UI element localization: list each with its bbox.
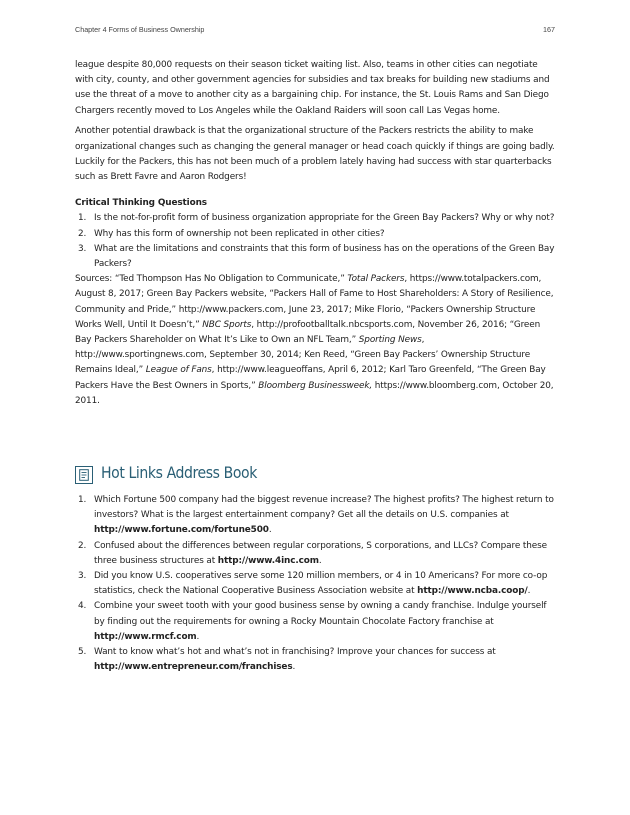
hot-link-item [75,539,555,569]
sources-text: , http://profootballtalk.nbcsports.com, November 26, 2016; “Green Bay Packers Shareholder on What It’s Like to Own an NFL Team,” [75,319,541,346]
critical-thinking-heading: Critical Thinking Questions [75,198,207,209]
body-text [75,58,555,415]
hot-link-url[interactable]: http://www.4inc.com [217,555,319,566]
source-publication: League of Fans [145,365,212,376]
hot-link-item [75,569,555,599]
hot-link-item [75,599,555,645]
address-book-icon [75,466,93,484]
chapter-title: Chapter 4 Forms of Business Ownership [75,25,205,34]
hot-links-list [75,493,555,675]
hot-link-punct: . [527,586,531,597]
paragraph: league despite 80,000 requests on their season ticket waiting list. Also, teams in other cities can negotiate with city, county, and other government agencies for subsidies and tax breaks for building new stadiums and use the threat of a move to another city as a bargaining chip. For instance, the St. Louis Rams and San Diego Chargers recently moved to Los Angeles while the Oakland Raiders will soon call Las Vegas home. [75,60,550,116]
hot-link-item [75,645,555,675]
sources-text: , http://www.leagueoffans, April 6, 2012; Karl Taro Greenfeld, “The Green Bay Packers Have the Best Owners in Sports,” [75,365,546,391]
paragraph: Another potential drawback is that the organizational structure of the Packers restricts the ability to make organizational changes such as changing the general manager or head coach quickly if things are going badly. Luckily for the Packers, this has not been much of a problem lately having had success with star quarterbacks such as Brett Favre and Aaron Rodgers! [75,126,555,183]
sources-text: , https://www.totalpackers.com, August 8, 2017; Green Bay Packers website, “Packers Hall of Fame to Host Shareholders: A Story of Resilience, Community and Pride,” http://www.packers.com, June 23, 2017; Mike Florio, “Packers Ownership Structure Works Well, Until It Doesn’t,” [75,274,554,330]
hot-link-url[interactable]: http://www.ncba.coop/ [417,586,528,597]
question-item [75,211,555,226]
source-publication: Total Packers [347,274,405,285]
question-number: 2. [78,228,87,239]
question-number: 3. [78,243,87,254]
sources-text: , http://www.sportingnews.com, September 30, 2014; Ken Reed, “Green Bay Packers’ Ownership Structure Remains Ideal,” [75,335,531,376]
hot-link-text: Which Fortune 500 company had the biggest revenue increase? The highest profits? The highest return to investors? What is the largest entertainment company? Get all the details on U.S. companies at [94,495,554,521]
hot-link-number: 3. [78,571,87,582]
hot-links-title: Hot Links Address Book [101,464,257,482]
question-item [75,242,555,272]
hot-link-number: 5. [78,647,87,658]
hot-link-text: Confused about the differences between regular corporations, S corporations, and LLCs? Compare these three business structures at [94,540,547,566]
hot-link-number: 2. [78,540,87,551]
source-publication: Bloomberg Businessweek, [258,380,373,391]
critical-thinking-questions [75,211,555,272]
page-number: 167 [543,25,555,34]
running-header [75,25,555,37]
source-publication: Sporting News [358,335,422,346]
question-item [75,227,555,242]
question-text: Why has this form of ownership not been replicated in other cities? [94,228,385,239]
hot-link-punct: . [292,662,296,673]
hot-link-url[interactable]: http://www.fortune.com/fortune500 [94,525,269,536]
hot-link-punct: . [196,631,200,642]
question-number: 1. [78,213,87,224]
hot-link-text: Combine your sweet tooth with your good business sense by owning a candy franchise. Indulge yourself by finding out the requirements for owning a Rocky Mountain Chocolate Factory franchise at [94,601,547,627]
hot-link-number: 4. [78,601,87,612]
source-publication: NBC Sports [202,319,252,330]
hot-link-text: Want to know what’s hot and what’s not in franchising? Improve your chances for success at [94,647,496,658]
hot-link-item [75,493,555,539]
hot-link-punct: . [318,555,322,566]
hot-link-number: 1. [78,495,87,505]
hot-link-url[interactable]: http://www.rmcf.com [94,631,197,642]
sources-paragraph [75,272,555,409]
question-text: What are the limitations and constraints that this form of business has on the operations of the Green Bay Packers? [94,243,555,270]
sources-text: Sources: “Ted Thompson Has No Obligation to Communicate,” [75,274,348,285]
hot-link-url[interactable]: http://www.entrepreneur.com/franchises [94,662,293,673]
hot-link-text: Did you know U.S. cooperatives serve some 120 million members, or 4 in 10 Americans? For more co-op statistics, check the National Cooperative Business Association website at [94,571,548,597]
hot-links-heading [75,466,555,492]
question-text: Is the not-for-profit form of business organization appropriate for the Green Bay Packers? Why or why not? [94,213,555,224]
sources-text: https://www.bloomberg.com, October 20, 2011. [75,380,554,406]
hot-link-punct: . [268,525,272,536]
